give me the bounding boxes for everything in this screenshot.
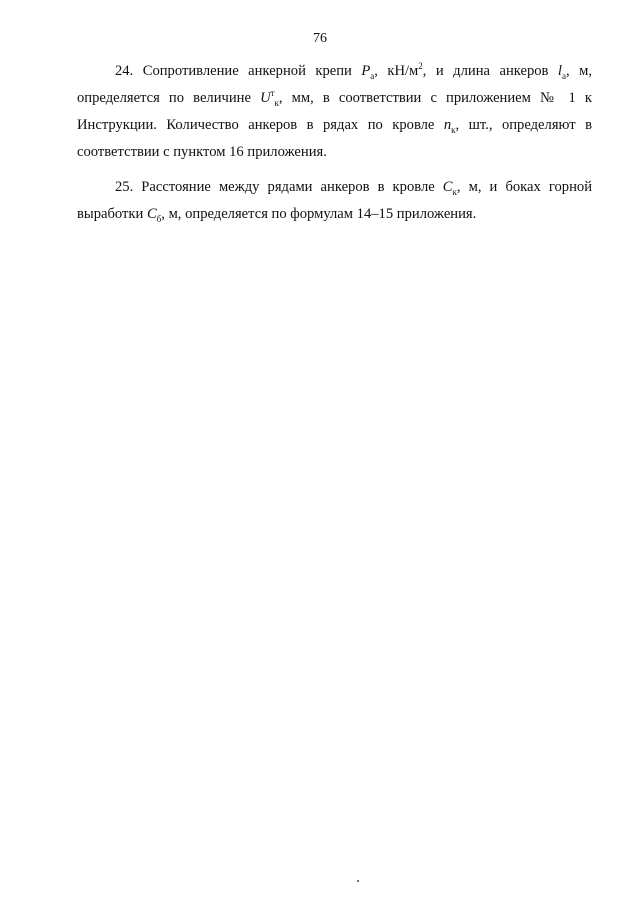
displacement-superscript: т bbox=[270, 88, 275, 99]
paragraph-24-text-1: , и длина анкеров bbox=[422, 63, 558, 79]
paragraph-25-lead: 25. Расстояние между рядами анкеров в кровле bbox=[115, 179, 443, 195]
paragraph-24 bbox=[77, 58, 592, 166]
paragraph-24-lead: 24. Сопротивление анкерной крепи bbox=[115, 63, 362, 79]
paragraph-25-tail: , м, определяется по формулам 14–15 приложения. bbox=[161, 206, 477, 222]
anchor-resistance-symbol: P bbox=[361, 63, 371, 79]
paragraph-24-text-2: , м, определяется по величине bbox=[77, 63, 592, 106]
displacement-subscript: к bbox=[274, 97, 279, 108]
anchor-count-subscript: к bbox=[451, 124, 456, 135]
roof-spacing-subscript: к bbox=[452, 186, 457, 197]
paragraph-25 bbox=[77, 174, 592, 228]
side-spacing-symbol: C bbox=[146, 206, 157, 222]
anchor-count-symbol: n bbox=[443, 117, 452, 133]
anchor-length-subscript: a bbox=[561, 70, 566, 81]
resistance-unit-exponent: 2 bbox=[418, 61, 423, 72]
side-spacing-subscript: б bbox=[156, 213, 162, 224]
roof-spacing-symbol: C bbox=[442, 179, 453, 195]
displacement-symbol: U bbox=[260, 90, 271, 106]
anchor-resistance-subscript: a bbox=[370, 70, 375, 81]
scan-speck bbox=[357, 880, 359, 882]
page-number: 76 bbox=[313, 31, 327, 46]
anchor-length-symbol: l bbox=[557, 63, 562, 79]
resistance-unit: , кН/м bbox=[374, 63, 419, 79]
paragraph-25-text-1: , м, и боках горной выработки bbox=[77, 179, 593, 222]
document-body bbox=[77, 58, 592, 236]
paragraph-24-text-3: , мм, в соответствии с приложением № 1 к Инструкции. Количество анкеров в рядах по кровле bbox=[77, 90, 592, 133]
paragraph-24-tail: , шт., определяют в соответствии с пунктом 16 приложения. bbox=[77, 117, 592, 160]
